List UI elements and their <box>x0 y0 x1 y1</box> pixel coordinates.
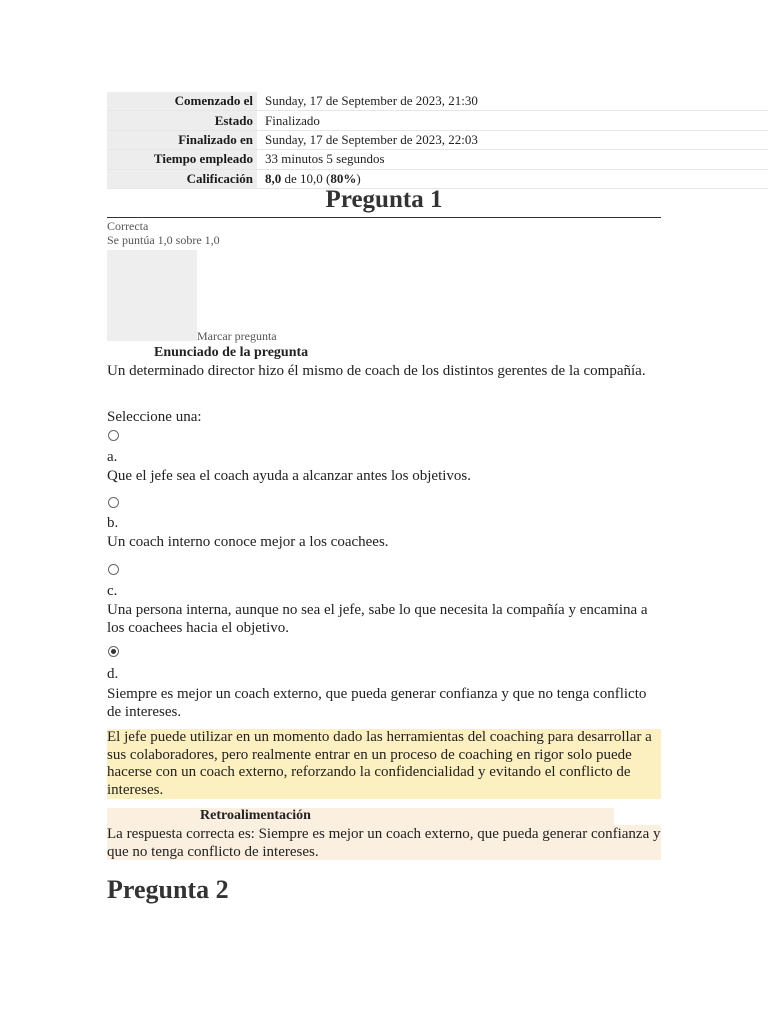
option-d-radio-selected[interactable] <box>108 646 119 657</box>
option-b-text[interactable]: Un coach interno conoce mejor a los coachees. <box>107 534 389 550</box>
option-a-text[interactable]: Que el jefe sea el coach ayuda a alcanzar antes los objetivos. <box>107 468 471 484</box>
summary-label: Finalizado en <box>107 130 257 149</box>
flag-question-link[interactable]: Marcar pregunta <box>197 329 277 343</box>
grade-close: ) <box>356 170 361 186</box>
summary-label: Calificación <box>107 169 257 188</box>
option-a-letter: a. <box>107 449 118 465</box>
right-answer: La respuesta correcta es: Siempre es mejor un coach externo, que pueda generar confianza y que no tenga conflicto de intereses. <box>107 826 661 860</box>
grade-score: 8,0 <box>265 170 282 186</box>
summary-value: 33 minutos 5 segundos <box>257 150 768 169</box>
option-b-radio[interactable] <box>108 497 119 508</box>
summary-label: Tiempo empleado <box>107 150 257 169</box>
summary-row-state <box>107 111 768 130</box>
attempt-summary-table <box>107 92 768 189</box>
flag-icon[interactable] <box>107 250 197 341</box>
summary-value: Finalizado <box>257 111 768 130</box>
feedback-heading: Retroalimentación <box>200 808 311 823</box>
grade-percent: 80% <box>330 170 357 186</box>
option-b-letter: b. <box>107 515 119 531</box>
question-state: Correcta <box>107 219 149 233</box>
summary-row-started <box>107 92 768 111</box>
summary-label: Estado <box>107 111 257 130</box>
option-a-radio[interactable] <box>108 430 119 441</box>
question-text-heading: Enunciado de la pregunta <box>154 345 309 360</box>
question-text: Un determinado director hizo él mismo de coach de los distintos gerentes de la compañía. <box>107 363 646 379</box>
option-c-text[interactable]: Una persona interna, aunque no sea el jefe, sabe lo que necesita la compañía y encamina a los coachees hacia el objetivo. <box>107 602 648 636</box>
summary-label: Comenzado el <box>107 92 257 111</box>
general-feedback: El jefe puede utilizar en un momento dado las herramientas del coaching para desarrollar a sus colaboradores, pero realmente entrar en un proceso de coaching en rigor solo puede hacerse con un coach externo, reforzando la confidencialidad y evitando el conflicto de intereses. <box>107 729 661 799</box>
summary-value: Sunday, 17 de September de 2023, 22:03 <box>257 130 768 149</box>
feedback-heading-bar <box>107 808 614 825</box>
grade-total: de 10,0 ( <box>281 170 331 186</box>
summary-row-time-taken <box>107 150 768 169</box>
option-c-letter: c. <box>107 583 118 599</box>
summary-value: Sunday, 17 de September de 2023, 21:30 <box>257 92 768 111</box>
option-d-letter: d. <box>107 666 119 682</box>
option-c-radio[interactable] <box>108 564 119 575</box>
question-2-title: Pregunta 2 <box>107 875 229 904</box>
question-title: Pregunta 1 <box>107 184 661 218</box>
question-grade: Se puntúa 1,0 sobre 1,0 <box>107 233 220 247</box>
answer-prompt: Seleccione una: <box>107 409 202 425</box>
summary-row-finished <box>107 130 768 149</box>
option-d-text[interactable]: Siempre es mejor un coach externo, que pueda generar confianza y que no tenga conflicto de intereses. <box>107 686 647 720</box>
